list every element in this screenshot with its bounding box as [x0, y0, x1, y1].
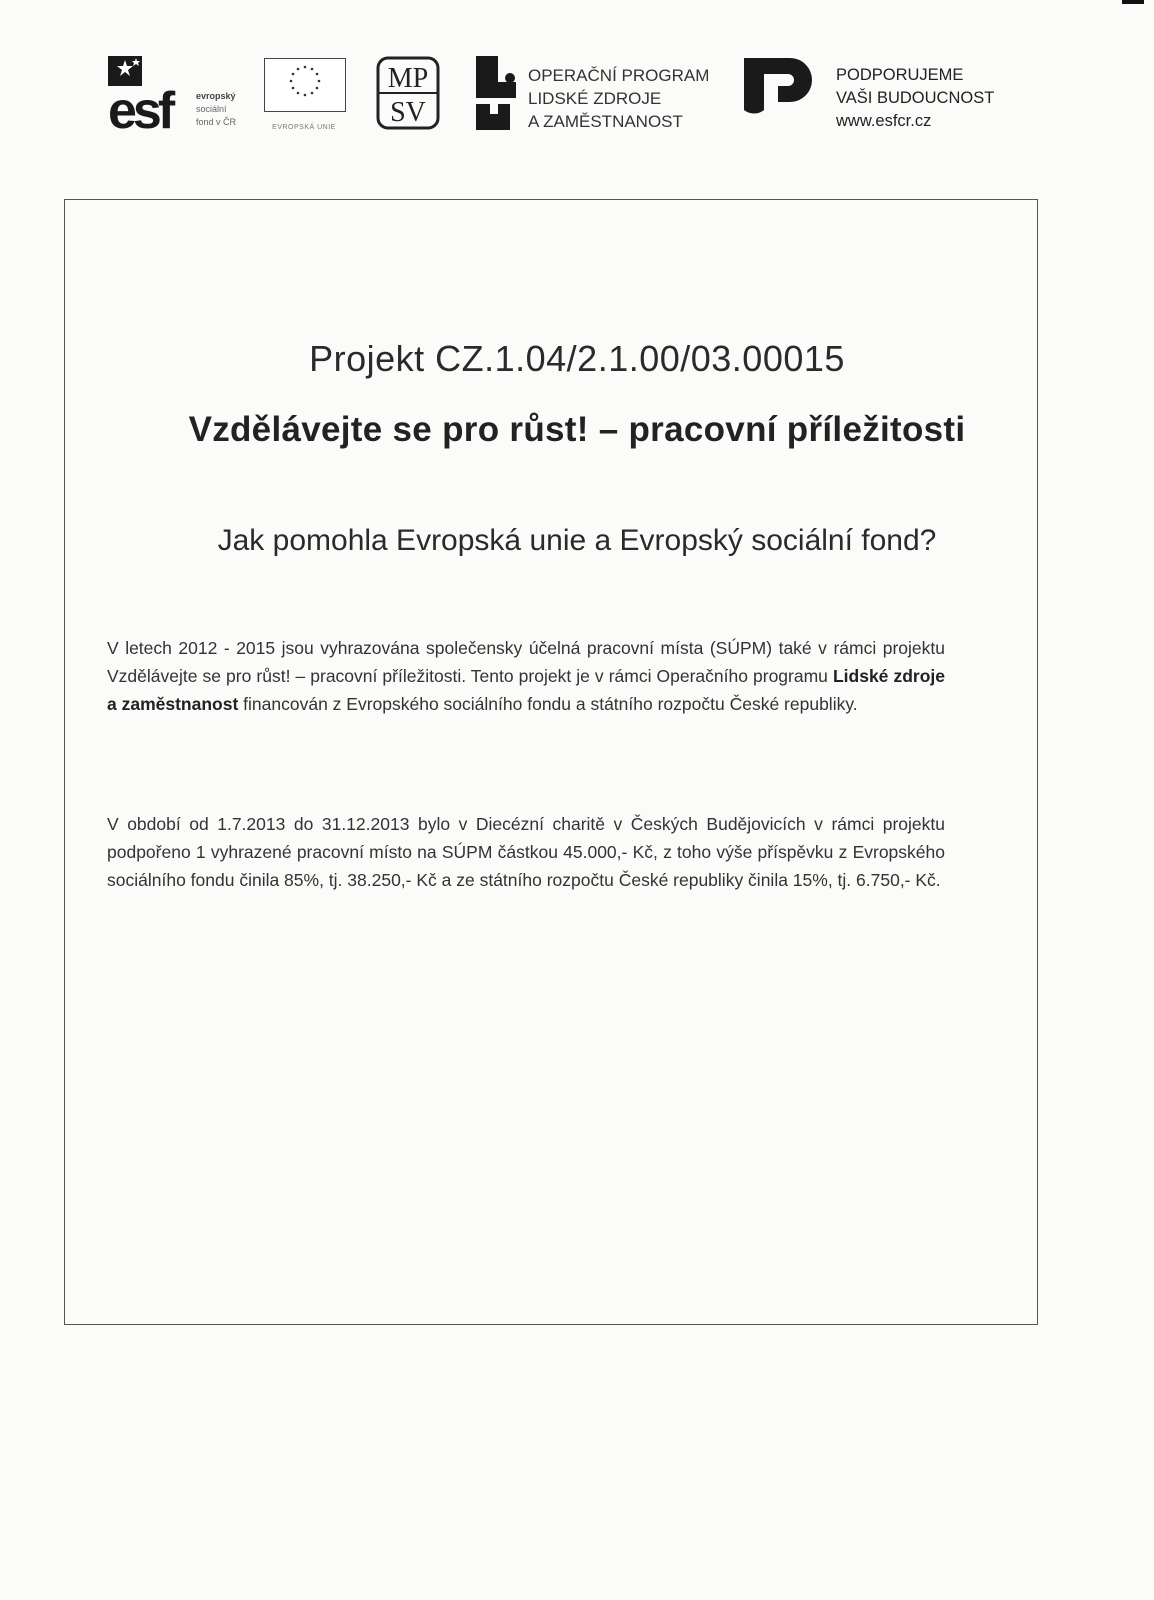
project-name: Vzdělávejte se pro růst! – pracovní příležitosti [188, 410, 966, 449]
op-line1: OPERAČNÍ PROGRAM [528, 66, 710, 85]
section-question: Jak pomohla Evropská unie a Evropský sociální fond? [217, 524, 937, 557]
esf-mark-icon [108, 56, 188, 136]
project-code: Projekt CZ.1.04/2.1.00/03.00015 [309, 338, 845, 379]
support-line2: VAŠI BUDOUCNOST [836, 89, 995, 107]
support-line1: PODPORUJEME [836, 66, 964, 84]
support-logo [742, 56, 1022, 136]
paragraph-amounts: V období od 1.7.2013 do 31.12.2013 bylo v Diecézní charitě v Českých Budějovicích v rámci projektu podpořeno 1 vyhrazené pracovní místo na SÚPM částkou 45.000,- Kč, z toho výše příspěvku z Evropského sociálního fondu činila 85%, tj. 38.250,- Kč a ze státního rozpočtu České republiky činila 15%, tj. 6.750,- Kč. [107, 814, 945, 890]
esf-line3: fond v ČR [196, 117, 237, 127]
svg-text:MP: MP [387, 63, 429, 94]
paragraph-funding [107, 634, 945, 718]
mpsv-logo [376, 56, 440, 130]
op-line2: LIDSKÉ ZDROJE [528, 89, 662, 108]
eu-flag-icon [264, 58, 346, 112]
op-lzz-logo [476, 56, 726, 132]
program-name-bold: Lidské zdroje a zaměstnanost [107, 666, 945, 714]
esf-logo [108, 56, 258, 136]
support-url: www.esfcr.cz [836, 112, 932, 130]
paragraph-funding-end: financován z Evropského sociálního fondu a státního rozpočtu České republiky. [238, 694, 858, 714]
mpsv-mark-icon [376, 56, 440, 130]
svg-text:esf: esf [108, 82, 172, 136]
op-line3: A ZAMĚSTNANOST [528, 112, 683, 131]
esf-line2: sociální [196, 104, 227, 114]
op-lzz-mark-icon [476, 56, 516, 130]
eu-label: EVROPSKÁ UNIE [272, 124, 336, 131]
u-p-mark-icon [742, 56, 814, 130]
esf-line1: evropský [196, 91, 236, 101]
svg-text:SV: SV [390, 97, 426, 128]
eu-logo [258, 58, 350, 140]
paragraph-funding-start: V letech 2012 - 2015 jsou vyhrazována společensky účelná pracovní místa (SÚPM) také v rámci projektu Vzdělávejte se pro růst! – pracovní příležitosti. Tento projekt je v rámci Operačního programu [107, 638, 945, 686]
scan-corner-mark [1122, 0, 1144, 4]
